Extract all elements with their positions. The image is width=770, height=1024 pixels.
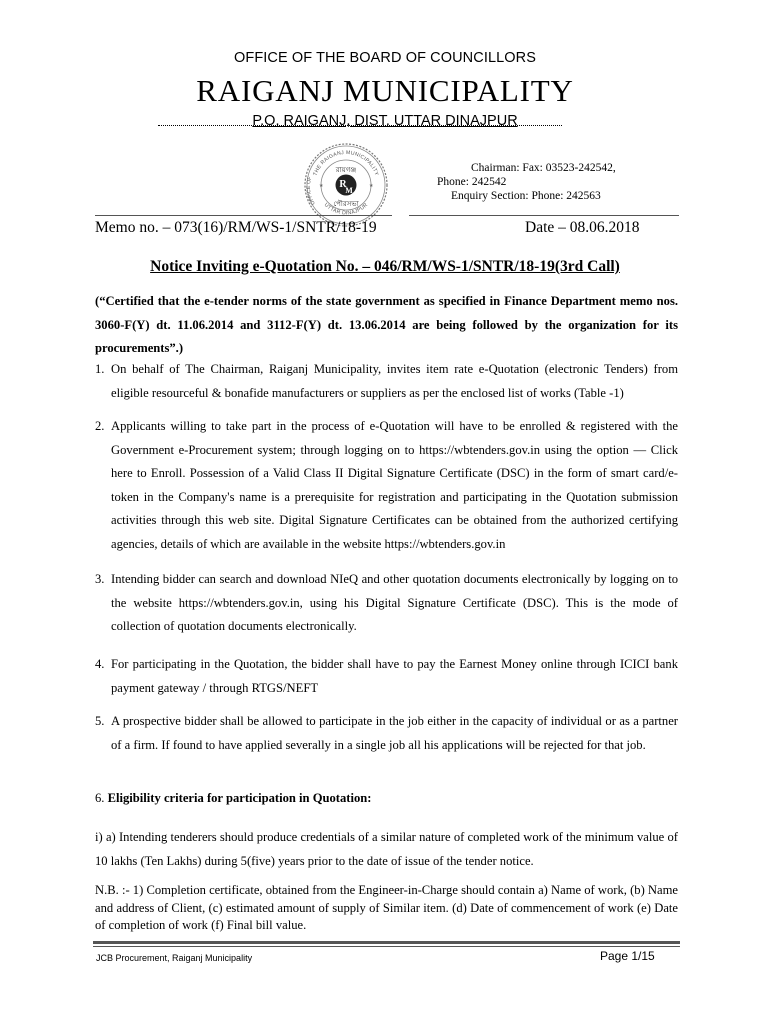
eligibility-note: N.B. :- 1) Completion certificate, obtained from the Engineer-in-Charge should contain a) Name of work, (b) Name and address of Client, (c) estimated amount of supply of Similar item. (d) Date of commencement of work (e) Date of completion of work (f) Final bill value. xyxy=(95,883,678,932)
certification-paragraph: (“Certified that the e-tender norms of the state government as specified in Finance Department memo nos. 3060-F(Y) dt. 11.06.2014 and 3112-F(Y) dt. 13.06.2014 are being followed by the organization for its procurements”.) xyxy=(95,294,678,355)
list-item-number: 4. xyxy=(95,657,105,671)
memo-date: Date – 08.06.2018 xyxy=(525,219,640,236)
seal-bottom-text: UTTAR DINAJPUR xyxy=(322,202,370,217)
list-item-number: 1. xyxy=(95,362,105,376)
seal-star-left: ★ xyxy=(319,184,324,189)
contact-chairman: Chairman: Fax: 03523-242542, xyxy=(471,162,616,174)
list-item-number: 3. xyxy=(95,572,105,586)
page-number: Page 1/15 xyxy=(600,949,655,963)
municipality-title: RAIGANJ MUNICIPALITY xyxy=(196,73,574,108)
eligibility-heading xyxy=(95,791,371,806)
seal-left-text: OFFICE OF xyxy=(305,176,317,206)
footer-label: JCB Procurement, Raiganj Municipality xyxy=(96,953,253,963)
list-item-text: Applicants willing to take part in the process of e-Quotation will have to be enrolled & registered with the Government e-Procurement system; through logging on to https://wbtenders.gov.in using the option — Click here to Enroll. Possession of a Valid Class II Digital Signature Certificate (DSC) in the form of smart card/e-token in the Company's name is a prerequisite for registration and participating in the Quotation submission activities through this web site. Digital Signature Certificates can be obtained from the authorized certifying agencies, details of which are available in the website https://wbtenders.gov.in xyxy=(111,419,678,551)
seal-top-text: THE RAIGANJ MUNICIPALITY xyxy=(312,149,380,177)
list-item-text: Intending bidder can search and download NIeQ and other quotation documents electronically by logging on to the website https://wbtenders.gov.in, using his Digital Signature Certificate (DSC). This is the mode of collection of quotation documents electronically. xyxy=(111,572,678,633)
svg-text:OFFICE OF xyxy=(306,176,317,206)
list-item-number: 2. xyxy=(95,419,105,433)
list-item xyxy=(95,568,678,639)
seal-star-right: ★ xyxy=(369,184,374,189)
footer-rule-thin xyxy=(93,946,680,947)
dotted-divider xyxy=(158,125,562,126)
list-item xyxy=(95,415,678,556)
list-item xyxy=(95,653,678,700)
seal-monogram-r: R xyxy=(339,179,347,190)
list-item xyxy=(95,358,678,405)
list-item-text: For participating in the Quotation, the bidder shall have to pay the Earnest Money online through ICICI bank payment gateway / through RTGS/NEFT xyxy=(111,657,678,695)
memo-number: Memo no. – 073(16)/RM/WS-1/SNTR/18-19 xyxy=(95,219,377,236)
eligibility-criterion: i) a) Intending tenderers should produce credentials of a similar nature of completed work of the minimum value of 10 lakhs (Ten Lakhs) during 5(five) years prior to the date of issue of the tender notice. xyxy=(95,830,678,868)
memo-rule-left xyxy=(95,215,392,216)
list-item-text: A prospective bidder shall be allowed to participate in the job either in the capacity of individual or as a partner of a firm. If found to have applied severally in a single job all his applications will be rejected for that job. xyxy=(111,714,678,752)
address-line xyxy=(0,113,770,129)
contact-enquiry: Enquiry Section: Phone: 242563 xyxy=(451,190,601,202)
eligibility-heading-text: Eligibility criteria for participation in Quotation: xyxy=(107,791,372,805)
list-item-text: On behalf of The Chairman, Raiganj Municipality, invites item rate e-Quotation (electronic Tenders) from eligible resourceful & bonafide manufacturers or suppliers as per the enclosed list of works (Table -1) xyxy=(111,362,678,400)
list-item-number: 5. xyxy=(95,714,105,728)
seal-bengali-top: রায়গঞ্জ xyxy=(335,166,357,174)
list-item xyxy=(95,710,678,757)
notice-title: Notice Inviting e-Quotation No. – 046/RM/WS-1/SNTR/18-19(3rd Call) xyxy=(150,258,620,275)
address-text: P.O. RAIGANJ, DIST. UTTAR DINAJPUR xyxy=(252,113,518,129)
office-heading: OFFICE OF THE BOARD OF COUNCILLORS xyxy=(233,50,537,66)
eligibility-number: 6. xyxy=(95,791,105,805)
memo-rule-right xyxy=(409,215,679,216)
seal-bengali-bottom: পৌরসভা xyxy=(333,200,359,208)
seal-monogram-m: M xyxy=(345,186,353,195)
contact-phone: Phone: 242542 xyxy=(437,176,507,188)
footer-rule-thick xyxy=(93,941,680,944)
